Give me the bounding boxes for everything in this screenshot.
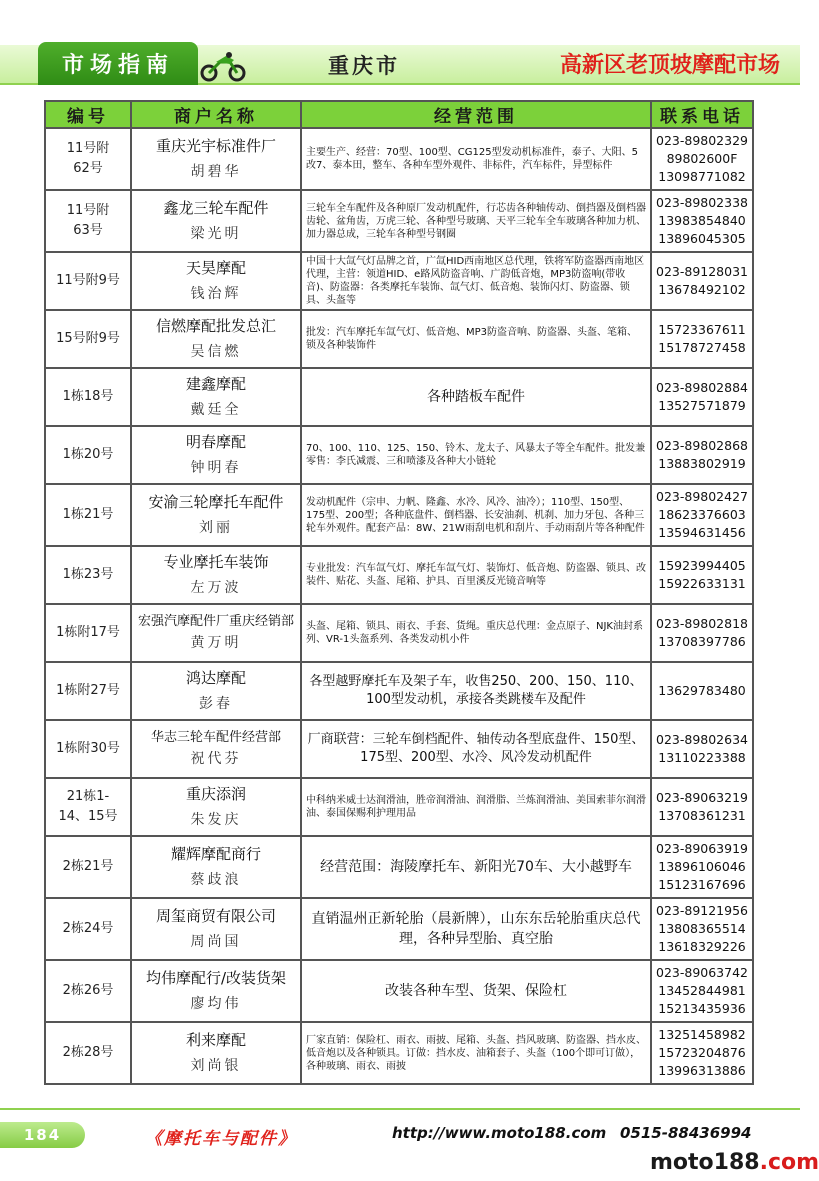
- phone-number: 13983854840: [658, 213, 746, 228]
- phone-number: 15213435936: [658, 1001, 746, 1016]
- merchant-number: 2栋28号: [45, 1022, 131, 1084]
- publication-name: 《摩托车与配件》: [145, 1129, 297, 1149]
- market-title: 高新区老顶坡摩配市场: [559, 53, 780, 78]
- phone-number: 13896045305: [658, 231, 746, 246]
- business-scope: 发动机配件（宗申、力帆、隆鑫、水冷、风冷、油冷）；110型、150型、175型、200型；各种底盘件、倒档器、长安油刹、机刹、加力牙包、各种三轮车外观件。配套产品：8W、21W雨刮电机和刮片、手动雨刮片等各种配件: [301, 484, 651, 546]
- phone-number: 13098771082: [658, 169, 746, 184]
- phone-cell: [651, 720, 753, 778]
- merchant-name: 明春摩配: [185, 433, 246, 451]
- business-scope: 各种踏板车配件: [301, 368, 651, 426]
- business-scope: 70、100、110、125、150、铃木、龙太子、风暴太子等全车配件。批发兼零售：李氏减震、三和喷漆及各种大小链轮: [301, 426, 651, 484]
- merchant-number: 2栋26号: [45, 960, 131, 1022]
- merchant-cell: [131, 484, 301, 546]
- column-header-business: 经营范围: [301, 101, 651, 128]
- business-scope: 中科纳米威士达润滑油，胜帝润滑油、润滑脂、兰炼润滑油、美国索菲尔润滑油、泰国保赐利护理用品: [301, 778, 651, 836]
- phone-number: 13708361231: [658, 808, 746, 823]
- phone-number: 13618329226: [658, 939, 746, 954]
- business-scope: 主要生产、经营：70型、100型、CG125型发动机标准件，泰子、大阳、5改7、泰本田，整车、各种车型外观件、非标件，汽车标件，异型标件: [301, 128, 651, 190]
- page-number: 184: [0, 1122, 85, 1148]
- merchant-cell: [131, 604, 301, 662]
- table-row: [45, 546, 753, 604]
- merchant-cell: [131, 252, 301, 310]
- merchant-cell: [131, 426, 301, 484]
- merchant-cell: [131, 778, 301, 836]
- merchant-name: 天昊摩配: [185, 259, 246, 277]
- phone-number: 023-89063919: [656, 841, 748, 856]
- merchant-cell: [131, 368, 301, 426]
- business-scope: 三轮车全车配件及各种原厂发动机配件，行芯齿各种轴传动、倒挡器及倒档器齿轮、盆角齿，万虎三轮、各种型号玻璃、天平三轮车全车玻璃各种加力机、加力器总成，三轮车各种型号钢圈: [301, 190, 651, 252]
- merchant-cell: [131, 898, 301, 960]
- merchant-contact-person: 黄万明: [190, 635, 242, 651]
- merchant-number: 1栋23号: [45, 546, 131, 604]
- city-title: 重庆市: [328, 54, 400, 78]
- merchant-contact-person: 戴廷全: [190, 402, 242, 418]
- table-row: [45, 252, 753, 310]
- phone-cell: [651, 426, 753, 484]
- merchant-number: 1栋20号: [45, 426, 131, 484]
- merchant-cell: [131, 720, 301, 778]
- phone-number: 023-89128031: [656, 264, 748, 279]
- merchant-contact-person: 周尚国: [190, 934, 242, 950]
- merchant-contact-person: 钱治辉: [190, 286, 242, 302]
- business-scope: 厂商联营：三轮车倒档配件、轴传动各型底盘件、150型、175型、200型、水冷、风冷发动机配件: [301, 720, 651, 778]
- phone-number: 13251458982: [658, 1027, 746, 1042]
- phone-number: 15123167696: [658, 877, 746, 892]
- phone-number: 13452844981: [658, 983, 746, 998]
- phone-number: 023-89121956: [656, 903, 748, 918]
- merchant-contact-person: 蔡歧浪: [190, 872, 242, 888]
- table-header-row: [45, 101, 753, 128]
- phone-number: 15922633131: [658, 576, 746, 591]
- table-body: [45, 128, 753, 1084]
- merchant-number: 2栋24号: [45, 898, 131, 960]
- business-scope: 经营范围：海陵摩托车、新阳光70车、大小越野车: [301, 836, 651, 898]
- motorcycle-icon: [200, 50, 246, 82]
- phone-cell: [651, 898, 753, 960]
- phone-number: 15923994405: [658, 558, 746, 573]
- phone-number: 023-89802338: [656, 195, 748, 210]
- phone-number: 15723204876: [658, 1045, 746, 1060]
- website-url[interactable]: http://www.moto188.com: [392, 1124, 607, 1142]
- business-scope: 专业批发：汽车氙气灯、摩托车氙气灯、装饰灯、低音炮、防盗器、锁具、改装件、贴花、头盔、尾箱、护具、百里溪反光镜音响等: [301, 546, 651, 604]
- merchant-number: 1栋21号: [45, 484, 131, 546]
- phone-cell: [651, 960, 753, 1022]
- phone-number: 13678492102: [658, 282, 746, 297]
- merchant-name: 重庆添润: [185, 785, 246, 803]
- column-header-merchant: 商户名称: [131, 101, 301, 128]
- merchant-name: 宏强汽摩配件厂重庆经销部: [137, 614, 294, 629]
- phone-cell: [651, 836, 753, 898]
- phone-number: 13110223388: [658, 750, 746, 765]
- phone-number: 13883802919: [658, 456, 746, 471]
- contact-phone: 0515-88436994: [620, 1124, 752, 1142]
- table-row: [45, 426, 753, 484]
- phone-cell: [651, 368, 753, 426]
- merchant-name: 均伟摩配行/改装货架: [145, 969, 287, 987]
- watermark-name: moto188: [650, 1150, 760, 1175]
- merchant-contact-person: 祝代芬: [190, 751, 242, 767]
- phone-number: 15178727458: [658, 340, 746, 355]
- merchant-name: 鑫龙三轮车配件: [163, 199, 269, 217]
- merchant-contact-person: 刘尚银: [190, 1058, 242, 1074]
- merchant-name: 鸿达摩配: [185, 669, 246, 687]
- table-row: [45, 778, 753, 836]
- phone-number: 023-89802427: [656, 489, 748, 504]
- phone-cell: [651, 128, 753, 190]
- merchant-name: 周玺商贸有限公司: [155, 907, 276, 925]
- merchant-cell: [131, 128, 301, 190]
- footer-divider: [0, 1108, 800, 1110]
- merchant-cell: [131, 546, 301, 604]
- phone-cell: [651, 778, 753, 836]
- merchant-contact-person: 左万波: [190, 580, 242, 596]
- phone-number: 18623376603: [658, 507, 746, 522]
- merchant-cell: [131, 310, 301, 368]
- phone-number: 13594631456: [658, 525, 746, 540]
- merchant-table: [44, 100, 754, 1085]
- merchant-name: 利来摩配: [185, 1031, 246, 1049]
- merchant-contact-person: 梁光明: [190, 226, 242, 242]
- merchant-name: 专业摩托车装饰: [163, 553, 269, 571]
- phone-cell: [651, 662, 753, 720]
- watermark-domain: .com: [759, 1150, 819, 1175]
- table-row: [45, 368, 753, 426]
- phone-number: 023-89063742: [656, 965, 748, 980]
- merchant-name: 重庆光宇标准件厂: [155, 137, 276, 155]
- table-row: [45, 190, 753, 252]
- phone-number: 13629783480: [658, 683, 746, 698]
- business-scope: 直销温州正新轮胎（晨新牌），山东东岳轮胎重庆总代理，各种异型胎、真空胎: [301, 898, 651, 960]
- merchant-number: 1栋附30号: [45, 720, 131, 778]
- business-scope: 厂家直销：保险杠、雨衣、雨披、尾箱、头盔、挡风玻璃、防盗器、挡水皮、低音炮以及各种锁具。订做：挡水皮、油箱套子、头盔（100个即可订做），各种玻璃、雨衣、雨披: [301, 1022, 651, 1084]
- phone-number: 023-89802818: [656, 616, 748, 631]
- merchant-number: 21栋1- 14、15号: [45, 778, 131, 836]
- phone-number: 89802600F: [666, 151, 738, 166]
- business-scope: 各型越野摩托车及架子车，收售250、200、150、110、100型发动机，承接各类跳楼车及配件: [301, 662, 651, 720]
- phone-cell: [651, 484, 753, 546]
- phone-number: 023-89802329: [656, 133, 748, 148]
- table-row: [45, 128, 753, 190]
- merchant-contact-person: 吴信燃: [190, 344, 242, 360]
- business-scope: 头盔、尾箱、锁具、雨衣、手套、货绳。重庆总代理：金点原子、NJK油封系列、VR-1头盔系列、各类发动机小件: [301, 604, 651, 662]
- table-row: [45, 898, 753, 960]
- phone-cell: [651, 1022, 753, 1084]
- phone-number: 13896106046: [658, 859, 746, 874]
- phone-cell: [651, 310, 753, 368]
- merchant-number: 1栋18号: [45, 368, 131, 426]
- table-row: [45, 662, 753, 720]
- merchant-name: 建鑫摩配: [185, 375, 246, 393]
- merchant-contact-person: 廖均伟: [190, 996, 242, 1012]
- merchant-contact-person: 刘丽: [199, 520, 233, 536]
- phone-number: 023-89802884: [656, 380, 748, 395]
- phone-number: 15723367611: [658, 322, 746, 337]
- table-row: [45, 310, 753, 368]
- business-scope: 改装各种车型、货架、保险杠: [301, 960, 651, 1022]
- phone-number: 023-89802634: [656, 732, 748, 747]
- merchant-cell: [131, 960, 301, 1022]
- table-row: [45, 484, 753, 546]
- merchant-cell: [131, 1022, 301, 1084]
- merchant-number: 1栋附17号: [45, 604, 131, 662]
- phone-number: 13996313886: [658, 1063, 746, 1078]
- merchant-name: 华志三轮车配件经营部: [150, 730, 281, 745]
- phone-number: 13708397786: [658, 634, 746, 649]
- phone-number: 13808365514: [658, 921, 746, 936]
- phone-cell: [651, 190, 753, 252]
- phone-number: 023-89802868: [656, 438, 748, 453]
- business-scope: 中国十大氙气灯品牌之首，广氙HID西南地区总代理，铁将军防盗器西南地区代理，主营：领道HID、e路风防盗音响、广韵低音炮，MP3防盗响(带收音)、防盗器：各类摩托车装饰、氙气灯、低音炮、装饰闪灯、防盗器、锁具、头盔等: [301, 252, 651, 310]
- table-row: [45, 960, 753, 1022]
- table-row: [45, 604, 753, 662]
- merchant-contact-person: 钟明春: [190, 460, 242, 476]
- column-header-number: 编号: [45, 101, 131, 128]
- merchant-number: 15号附9号: [45, 310, 131, 368]
- phone-number: 13527571879: [658, 398, 746, 413]
- merchant-cell: [131, 836, 301, 898]
- merchant-number: 11号附9号: [45, 252, 131, 310]
- merchant-number: 11号附 63号: [45, 190, 131, 252]
- section-title: 市场指南: [38, 42, 198, 85]
- table-row: [45, 836, 753, 898]
- merchant-number: 2栋21号: [45, 836, 131, 898]
- watermark: [650, 1150, 819, 1178]
- table-row: [45, 1022, 753, 1084]
- phone-cell: [651, 546, 753, 604]
- page-header: [0, 0, 800, 92]
- merchant-cell: [131, 190, 301, 252]
- column-header-phone: 联系电话: [651, 101, 753, 128]
- merchant-name: 安渝三轮摩托车配件: [148, 493, 284, 511]
- phone-cell: [651, 604, 753, 662]
- phone-cell: [651, 252, 753, 310]
- business-scope: 批发：汽车摩托车氙气灯、低音炮、MP3防盗音响、防盗器、头盔、笔箱、锁及各种装饰件: [301, 310, 651, 368]
- merchant-number: 11号附 62号: [45, 128, 131, 190]
- merchant-name: 耀辉摩配商行: [170, 845, 261, 863]
- merchant-cell: [131, 662, 301, 720]
- merchant-name: 信燃摩配批发总汇: [155, 317, 276, 335]
- table-row: [45, 720, 753, 778]
- phone-number: 023-89063219: [656, 790, 748, 805]
- merchant-contact-person: 彭春: [199, 696, 233, 712]
- merchant-contact-person: 胡碧华: [190, 164, 242, 180]
- merchant-number: 1栋附27号: [45, 662, 131, 720]
- merchant-contact-person: 朱发庆: [190, 812, 242, 828]
